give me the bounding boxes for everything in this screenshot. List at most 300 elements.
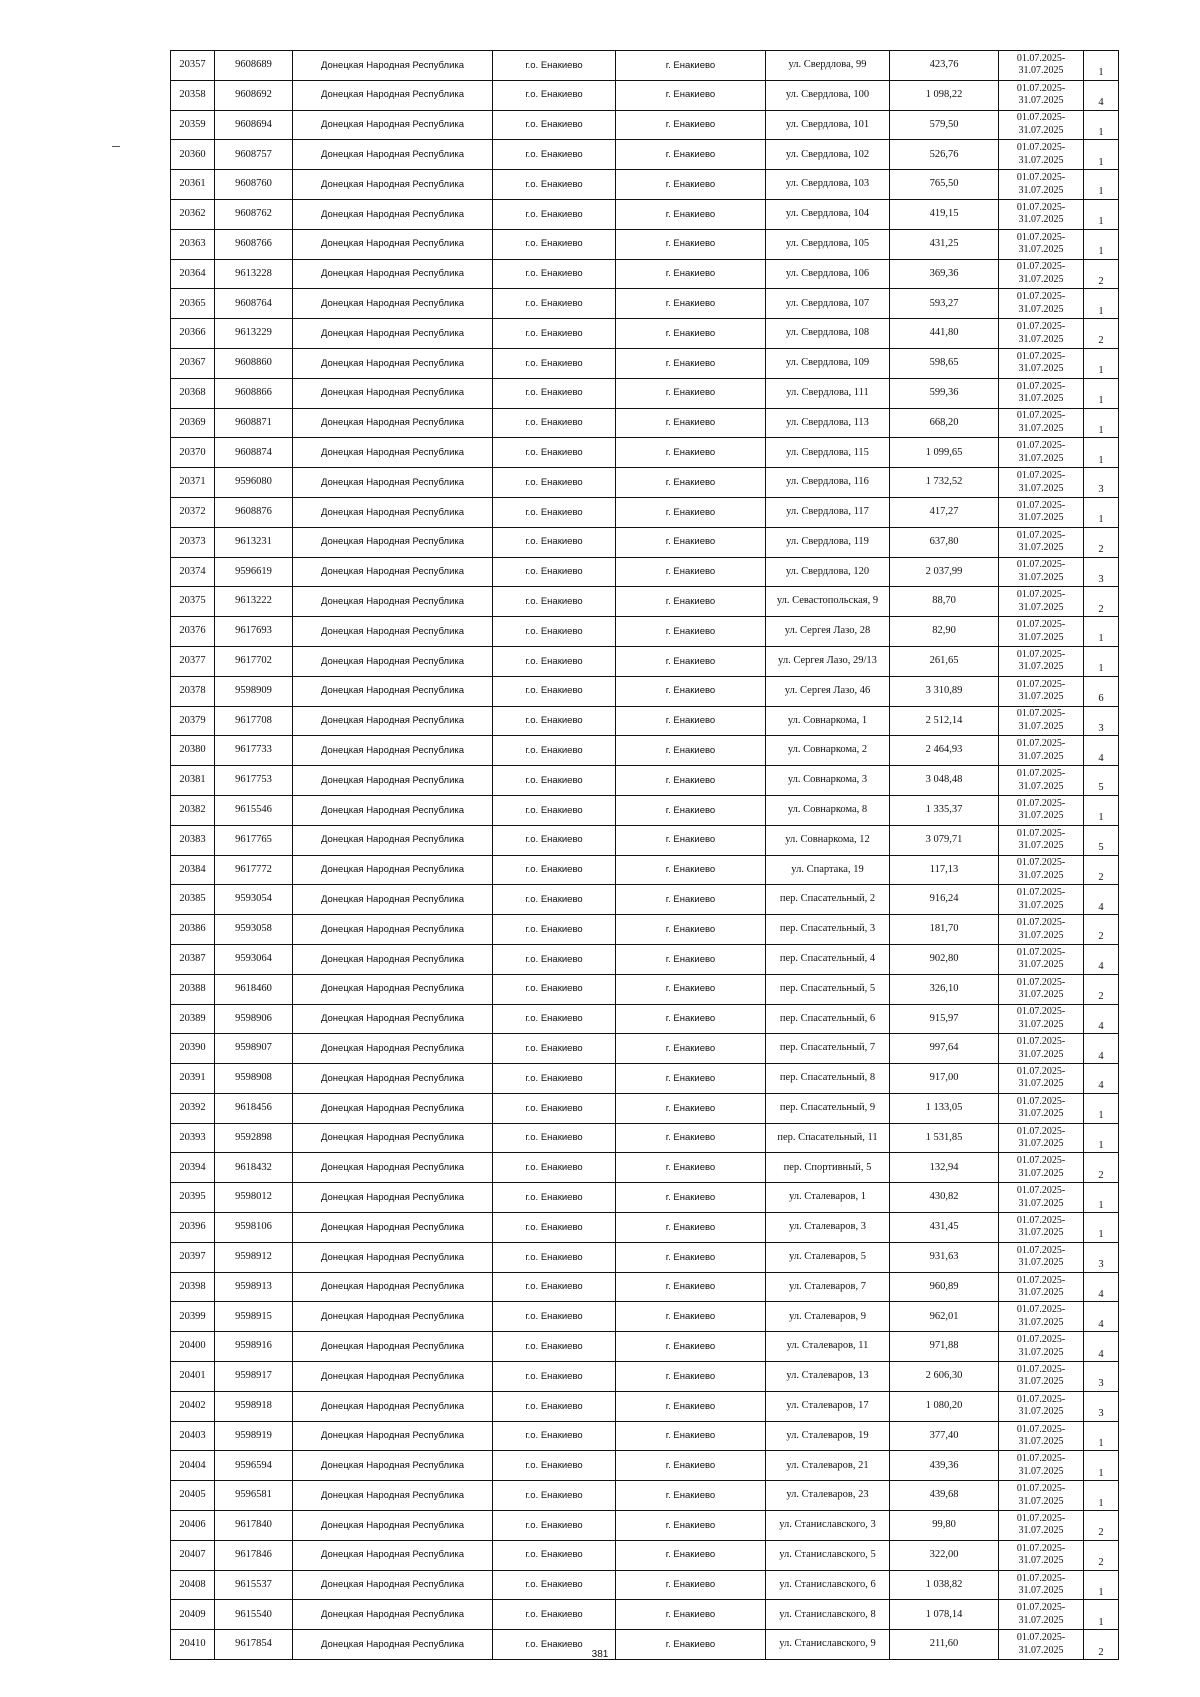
count-cell: 1 (1084, 199, 1119, 229)
region-cell: Донецкая Народная Республика (293, 170, 493, 200)
object-code-cell: 9617753 (215, 766, 293, 796)
object-code-cell: 9593054 (215, 885, 293, 915)
district-cell: г.о. Енакиево (493, 1451, 616, 1481)
period-end: 31.07.2025 (1018, 631, 1064, 643)
district-cell: г.о. Енакиево (493, 795, 616, 825)
row-number-cell: 20391 (171, 1064, 215, 1094)
table-row (171, 1600, 1119, 1630)
period-end: 31.07.2025 (1018, 154, 1064, 166)
table-row (171, 1511, 1119, 1541)
period-start: 01.07.2025- (1016, 1363, 1066, 1375)
district-cell: г.о. Енакиево (493, 1391, 616, 1421)
count-cell: 4 (1084, 944, 1119, 974)
district-cell: г.о. Енакиево (493, 1004, 616, 1034)
city-cell: г. Енакиево (616, 1362, 766, 1392)
period-cell (999, 319, 1084, 349)
city-cell: г. Енакиево (616, 1302, 766, 1332)
city-cell: г. Енакиево (616, 1034, 766, 1064)
area-cell: 599,36 (890, 378, 999, 408)
region-cell: Донецкая Народная Республика (293, 497, 493, 527)
district-cell: г.о. Енакиево (493, 229, 616, 259)
city-cell: г. Енакиево (616, 110, 766, 140)
count-cell: 3 (1084, 1391, 1119, 1421)
area-cell: 181,70 (890, 915, 999, 945)
count-cell: 2 (1084, 527, 1119, 557)
period-cell (999, 1153, 1084, 1183)
object-code-cell: 9613229 (215, 319, 293, 349)
city-cell: г. Енакиево (616, 1481, 766, 1511)
city-cell: г. Енакиево (616, 468, 766, 498)
region-cell: Донецкая Народная Республика (293, 885, 493, 915)
row-number-cell: 20373 (171, 527, 215, 557)
period-start: 01.07.2025- (1016, 1125, 1066, 1137)
row-number-cell: 20363 (171, 229, 215, 259)
period-cell (999, 1511, 1084, 1541)
address-cell: ул. Сталеваров, 21 (766, 1451, 890, 1481)
area-cell: 3 310,89 (890, 676, 999, 706)
period-end: 31.07.2025 (1018, 869, 1064, 881)
row-number-cell: 20359 (171, 110, 215, 140)
address-cell: ул. Свердлова, 103 (766, 170, 890, 200)
region-cell: Донецкая Народная Республика (293, 229, 493, 259)
period-cell (999, 1093, 1084, 1123)
district-cell: г.о. Енакиево (493, 855, 616, 885)
period-end: 31.07.2025 (1018, 899, 1064, 911)
period-cell (999, 527, 1084, 557)
district-cell: г.о. Енакиево (493, 468, 616, 498)
period-cell (999, 1600, 1084, 1630)
period-start: 01.07.2025- (1016, 1304, 1066, 1316)
row-number-cell: 20366 (171, 319, 215, 349)
period-end: 31.07.2025 (1018, 1525, 1064, 1537)
count-cell: 2 (1084, 1630, 1119, 1660)
district-cell: г.о. Енакиево (493, 1034, 616, 1064)
period-cell (999, 1421, 1084, 1451)
period-start: 01.07.2025- (1016, 827, 1066, 839)
period-start: 01.07.2025- (1016, 1274, 1066, 1286)
period-cell (999, 378, 1084, 408)
table-row (171, 736, 1119, 766)
table-row (171, 885, 1119, 915)
region-cell: Донецкая Народная Республика (293, 587, 493, 617)
row-number-cell: 20361 (171, 170, 215, 200)
address-cell: ул. Свердлова, 109 (766, 348, 890, 378)
object-code-cell: 9593058 (215, 915, 293, 945)
table-row (171, 1302, 1119, 1332)
period-cell (999, 140, 1084, 170)
object-code-cell: 9596080 (215, 468, 293, 498)
period-end: 31.07.2025 (1018, 1018, 1064, 1030)
period-end: 31.07.2025 (1018, 303, 1064, 315)
district-cell: г.о. Енакиево (493, 1332, 616, 1362)
period-start: 01.07.2025- (1016, 1244, 1066, 1256)
area-cell: 261,65 (890, 646, 999, 676)
object-code-cell: 9598915 (215, 1302, 293, 1332)
period-start: 01.07.2025- (1016, 201, 1066, 213)
region-cell: Донецкая Народная Республика (293, 110, 493, 140)
city-cell: г. Енакиево (616, 1570, 766, 1600)
object-code-cell: 9617693 (215, 617, 293, 647)
area-cell: 322,00 (890, 1540, 999, 1570)
row-number-cell: 20397 (171, 1242, 215, 1272)
period-start: 01.07.2025- (1016, 1185, 1066, 1197)
period-start: 01.07.2025- (1016, 470, 1066, 482)
city-cell: г. Енакиево (616, 170, 766, 200)
object-code-cell: 9608866 (215, 378, 293, 408)
row-number-cell: 20358 (171, 80, 215, 110)
table-row (171, 140, 1119, 170)
region-cell: Донецкая Народная Республика (293, 408, 493, 438)
city-cell: г. Енакиево (616, 348, 766, 378)
region-cell: Донецкая Народная Республика (293, 1272, 493, 1302)
period-cell (999, 1302, 1084, 1332)
region-cell: Донецкая Народная Республика (293, 51, 493, 81)
address-cell: пер. Спасательный, 4 (766, 944, 890, 974)
count-cell: 1 (1084, 289, 1119, 319)
table-row (171, 1034, 1119, 1064)
district-cell: г.о. Енакиево (493, 885, 616, 915)
table-row (171, 1093, 1119, 1123)
table-row (171, 855, 1119, 885)
period-start: 01.07.2025- (1016, 440, 1066, 452)
period-cell (999, 974, 1084, 1004)
period-start: 01.07.2025- (1016, 82, 1066, 94)
table-row (171, 1123, 1119, 1153)
area-cell: 2 037,99 (890, 557, 999, 587)
period-cell (999, 170, 1084, 200)
address-cell: ул. Свердлова, 99 (766, 51, 890, 81)
address-cell: ул. Свердлова, 107 (766, 289, 890, 319)
period-cell (999, 1362, 1084, 1392)
row-number-cell: 20408 (171, 1570, 215, 1600)
object-code-cell: 9598912 (215, 1242, 293, 1272)
region-cell: Донецкая Народная Республика (293, 1481, 493, 1511)
period-end: 31.07.2025 (1018, 959, 1064, 971)
object-code-cell: 9617772 (215, 855, 293, 885)
area-cell: 439,36 (890, 1451, 999, 1481)
address-cell: ул. Станиславского, 6 (766, 1570, 890, 1600)
address-cell: ул. Свердлова, 104 (766, 199, 890, 229)
period-cell (999, 706, 1084, 736)
period-start: 01.07.2025- (1016, 768, 1066, 780)
period-end: 31.07.2025 (1018, 1614, 1064, 1626)
object-code-cell: 9608760 (215, 170, 293, 200)
period-cell (999, 1213, 1084, 1243)
count-cell: 1 (1084, 140, 1119, 170)
row-number-cell: 20396 (171, 1213, 215, 1243)
city-cell: г. Енакиево (616, 378, 766, 408)
row-number-cell: 20386 (171, 915, 215, 945)
period-end: 31.07.2025 (1018, 214, 1064, 226)
address-cell: пер. Спасательный, 8 (766, 1064, 890, 1094)
city-cell: г. Енакиево (616, 51, 766, 81)
period-start: 01.07.2025- (1016, 1036, 1066, 1048)
period-end: 31.07.2025 (1018, 65, 1064, 77)
row-number-cell: 20378 (171, 676, 215, 706)
period-end: 31.07.2025 (1018, 1227, 1064, 1239)
region-cell: Донецкая Народная Республика (293, 140, 493, 170)
district-cell: г.о. Енакиево (493, 1093, 616, 1123)
address-cell: ул. Совнаркома, 12 (766, 825, 890, 855)
period-end: 31.07.2025 (1018, 1406, 1064, 1418)
object-code-cell: 9598012 (215, 1183, 293, 1213)
area-cell: 430,82 (890, 1183, 999, 1213)
period-start: 01.07.2025- (1016, 1334, 1066, 1346)
region-cell: Донецкая Народная Республика (293, 974, 493, 1004)
count-cell: 3 (1084, 1242, 1119, 1272)
address-cell: ул. Свердлова, 116 (766, 468, 890, 498)
count-cell: 4 (1084, 885, 1119, 915)
area-cell: 88,70 (890, 587, 999, 617)
district-cell: г.о. Енакиево (493, 1630, 616, 1660)
period-start: 01.07.2025- (1016, 559, 1066, 571)
count-cell: 1 (1084, 497, 1119, 527)
period-cell (999, 766, 1084, 796)
table-row (171, 1391, 1119, 1421)
region-cell: Донецкая Народная Республика (293, 1600, 493, 1630)
row-number-cell: 20368 (171, 378, 215, 408)
address-cell: пер. Спасательный, 7 (766, 1034, 890, 1064)
area-cell: 3 048,48 (890, 766, 999, 796)
object-code-cell: 9617733 (215, 736, 293, 766)
district-cell: г.о. Енакиево (493, 766, 616, 796)
period-cell (999, 259, 1084, 289)
city-cell: г. Енакиево (616, 140, 766, 170)
region-cell: Донецкая Народная Республика (293, 1153, 493, 1183)
row-number-cell: 20374 (171, 557, 215, 587)
period-end: 31.07.2025 (1018, 363, 1064, 375)
table-row (171, 468, 1119, 498)
period-cell (999, 1540, 1084, 1570)
region-cell: Донецкая Народная Республика (293, 1540, 493, 1570)
period-end: 31.07.2025 (1018, 720, 1064, 732)
object-code-cell: 9608689 (215, 51, 293, 81)
object-code-cell: 9608871 (215, 408, 293, 438)
object-code-cell: 9617708 (215, 706, 293, 736)
period-start: 01.07.2025- (1016, 231, 1066, 243)
table-row (171, 1242, 1119, 1272)
district-cell: г.о. Енакиево (493, 527, 616, 557)
period-start: 01.07.2025- (1016, 142, 1066, 154)
period-cell (999, 1451, 1084, 1481)
region-cell: Донецкая Народная Республика (293, 1004, 493, 1034)
city-cell: г. Енакиево (616, 1511, 766, 1541)
period-cell (999, 676, 1084, 706)
district-cell: г.о. Енакиево (493, 438, 616, 468)
period-end: 31.07.2025 (1018, 1078, 1064, 1090)
district-cell: г.о. Енакиево (493, 289, 616, 319)
district-cell: г.о. Енакиево (493, 408, 616, 438)
period-end: 31.07.2025 (1018, 95, 1064, 107)
object-code-cell: 9598106 (215, 1213, 293, 1243)
period-cell (999, 885, 1084, 915)
region-cell: Донецкая Народная Республика (293, 319, 493, 349)
region-cell: Донецкая Народная Республика (293, 1213, 493, 1243)
table-row (171, 348, 1119, 378)
period-end: 31.07.2025 (1018, 840, 1064, 852)
period-end: 31.07.2025 (1018, 482, 1064, 494)
count-cell: 2 (1084, 915, 1119, 945)
area-cell: 960,89 (890, 1272, 999, 1302)
district-cell: г.о. Енакиево (493, 617, 616, 647)
address-cell: ул. Сергея Лазо, 29/13 (766, 646, 890, 676)
district-cell: г.о. Енакиево (493, 1213, 616, 1243)
period-cell (999, 110, 1084, 140)
count-cell: 2 (1084, 1511, 1119, 1541)
page-number: 381 (591, 1649, 609, 1660)
address-cell: ул. Свердлова, 113 (766, 408, 890, 438)
period-end: 31.07.2025 (1018, 929, 1064, 941)
area-cell: 579,50 (890, 110, 999, 140)
count-cell: 1 (1084, 170, 1119, 200)
period-end: 31.07.2025 (1018, 691, 1064, 703)
count-cell: 1 (1084, 438, 1119, 468)
address-cell: пер. Спасательный, 5 (766, 974, 890, 1004)
row-number-cell: 20399 (171, 1302, 215, 1332)
table-row (171, 676, 1119, 706)
district-cell: г.о. Енакиево (493, 825, 616, 855)
period-cell (999, 229, 1084, 259)
period-cell (999, 497, 1084, 527)
region-cell: Донецкая Народная Республика (293, 1123, 493, 1153)
city-cell: г. Енакиево (616, 319, 766, 349)
registry-table (170, 50, 1119, 1660)
address-cell: ул. Сергея Лазо, 28 (766, 617, 890, 647)
district-cell: г.о. Енакиево (493, 1302, 616, 1332)
count-cell: 4 (1084, 1272, 1119, 1302)
district-cell: г.о. Енакиево (493, 319, 616, 349)
address-cell: ул. Сталеваров, 5 (766, 1242, 890, 1272)
address-cell: ул. Свердлова, 119 (766, 527, 890, 557)
period-end: 31.07.2025 (1018, 780, 1064, 792)
row-number-cell: 20372 (171, 497, 215, 527)
object-code-cell: 9618432 (215, 1153, 293, 1183)
period-end: 31.07.2025 (1018, 244, 1064, 256)
period-start: 01.07.2025- (1016, 112, 1066, 124)
period-start: 01.07.2025- (1016, 52, 1066, 64)
area-cell: 917,00 (890, 1064, 999, 1094)
region-cell: Донецкая Народная Республика (293, 766, 493, 796)
period-start: 01.07.2025- (1016, 529, 1066, 541)
period-cell (999, 1481, 1084, 1511)
district-cell: г.о. Енакиево (493, 1570, 616, 1600)
district-cell: г.о. Енакиево (493, 587, 616, 617)
registry-table-body (171, 51, 1119, 1660)
object-code-cell: 9598907 (215, 1034, 293, 1064)
period-end: 31.07.2025 (1018, 1257, 1064, 1269)
city-cell: г. Енакиево (616, 80, 766, 110)
city-cell: г. Енакиево (616, 795, 766, 825)
address-cell: ул. Свердлова, 115 (766, 438, 890, 468)
period-end: 31.07.2025 (1018, 184, 1064, 196)
period-start: 01.07.2025- (1016, 946, 1066, 958)
count-cell: 1 (1084, 1421, 1119, 1451)
region-cell: Донецкая Народная Республика (293, 348, 493, 378)
object-code-cell: 9598906 (215, 1004, 293, 1034)
object-code-cell: 9617702 (215, 646, 293, 676)
period-start: 01.07.2025- (1016, 1572, 1066, 1584)
district-cell: г.о. Енакиево (493, 1183, 616, 1213)
period-end: 31.07.2025 (1018, 810, 1064, 822)
address-cell: ул. Сталеваров, 1 (766, 1183, 890, 1213)
margin-tick-mark (112, 146, 120, 147)
count-cell: 2 (1084, 1540, 1119, 1570)
region-cell: Донецкая Народная Республика (293, 80, 493, 110)
district-cell: г.о. Енакиево (493, 199, 616, 229)
region-cell: Донецкая Народная Республика (293, 944, 493, 974)
count-cell: 3 (1084, 1362, 1119, 1392)
city-cell: г. Енакиево (616, 1391, 766, 1421)
count-cell: 1 (1084, 408, 1119, 438)
period-cell (999, 736, 1084, 766)
region-cell: Донецкая Народная Республика (293, 1511, 493, 1541)
table-row (171, 646, 1119, 676)
period-cell (999, 617, 1084, 647)
city-cell: г. Енакиево (616, 766, 766, 796)
table-row (171, 825, 1119, 855)
row-number-cell: 20389 (171, 1004, 215, 1034)
object-code-cell: 9613231 (215, 527, 293, 557)
area-cell: 765,50 (890, 170, 999, 200)
period-cell (999, 1242, 1084, 1272)
count-cell: 1 (1084, 1213, 1119, 1243)
area-cell: 377,40 (890, 1421, 999, 1451)
city-cell: г. Енакиево (616, 1540, 766, 1570)
district-cell: г.о. Енакиево (493, 974, 616, 1004)
period-start: 01.07.2025- (1016, 1512, 1066, 1524)
address-cell: ул. Сталеваров, 11 (766, 1332, 890, 1362)
area-cell: 439,68 (890, 1481, 999, 1511)
table-row (171, 974, 1119, 1004)
count-cell: 3 (1084, 706, 1119, 736)
period-start: 01.07.2025- (1016, 589, 1066, 601)
address-cell: ул. Сталеваров, 9 (766, 1302, 890, 1332)
area-cell: 369,36 (890, 259, 999, 289)
address-cell: ул. Свердлова, 105 (766, 229, 890, 259)
table-row (171, 1064, 1119, 1094)
city-cell: г. Енакиево (616, 557, 766, 587)
city-cell: г. Енакиево (616, 199, 766, 229)
period-end: 31.07.2025 (1018, 1585, 1064, 1597)
table-row (171, 1183, 1119, 1213)
city-cell: г. Енакиево (616, 944, 766, 974)
table-row (171, 557, 1119, 587)
row-number-cell: 20392 (171, 1093, 215, 1123)
area-cell: 2 464,93 (890, 736, 999, 766)
object-code-cell: 9608766 (215, 229, 293, 259)
area-cell: 526,76 (890, 140, 999, 170)
period-start: 01.07.2025- (1016, 350, 1066, 362)
district-cell: г.о. Енакиево (493, 140, 616, 170)
row-number-cell: 20377 (171, 646, 215, 676)
city-cell: г. Енакиево (616, 438, 766, 468)
region-cell: Донецкая Народная Республика (293, 915, 493, 945)
region-cell: Донецкая Народная Республика (293, 557, 493, 587)
period-cell (999, 557, 1084, 587)
region-cell: Донецкая Народная Республика (293, 736, 493, 766)
object-code-cell: 9615540 (215, 1600, 293, 1630)
area-cell: 902,80 (890, 944, 999, 974)
period-end: 31.07.2025 (1018, 124, 1064, 136)
count-cell: 1 (1084, 229, 1119, 259)
table-row (171, 289, 1119, 319)
district-cell: г.о. Енакиево (493, 1123, 616, 1153)
period-start: 01.07.2025- (1016, 1065, 1066, 1077)
city-cell: г. Енакиево (616, 915, 766, 945)
table-row (171, 617, 1119, 647)
city-cell: г. Енакиево (616, 1153, 766, 1183)
object-code-cell: 9617854 (215, 1630, 293, 1660)
